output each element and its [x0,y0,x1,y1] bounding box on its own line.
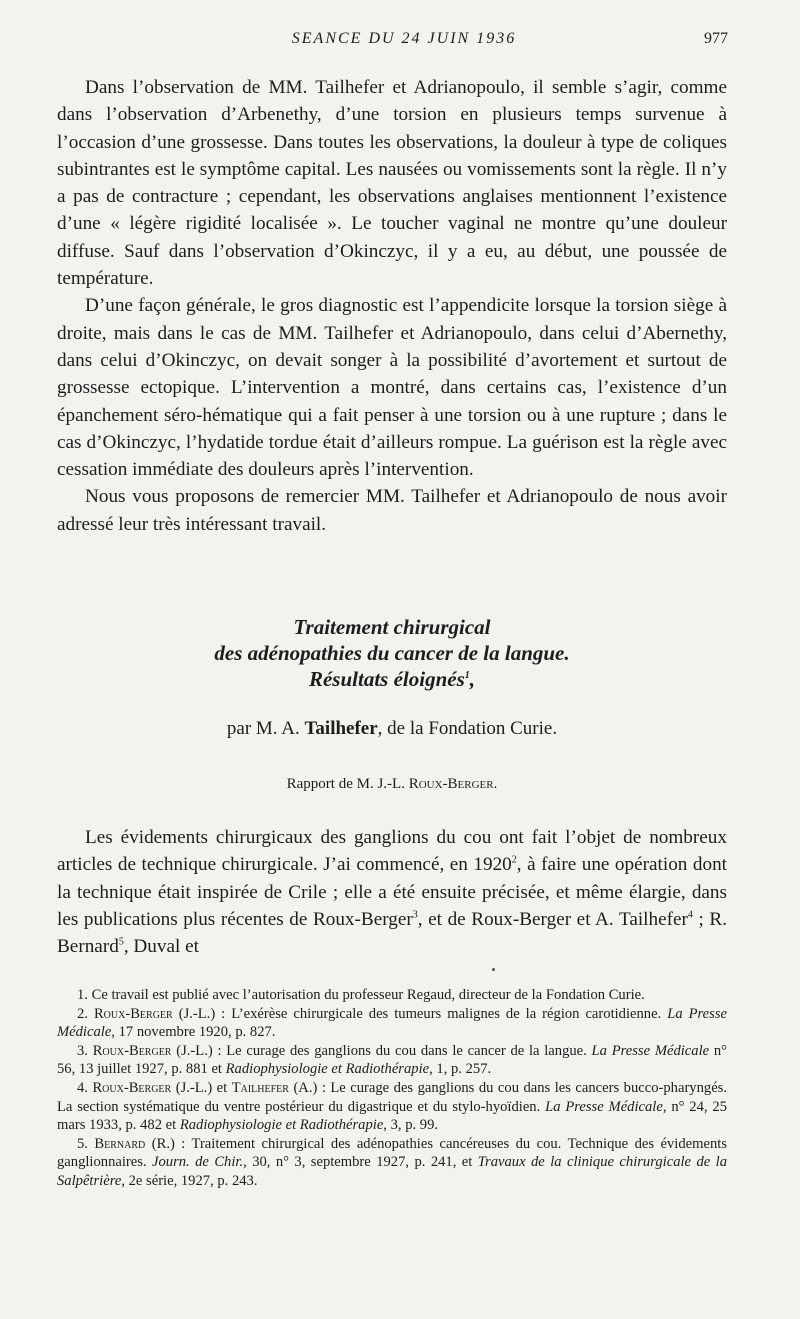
paragraph: Dans l’observation de MM. Tailhefer et Adrianopoulo, il semble s’agir, comme dans l’observation d’Arbenethy, d’une torsion en plusieurs temps survenue à l’occasion d’une grossesse. Dans toutes les observations, la douleur à type de coliques subintrantes est le symptôme capital. Les nausées ou vomissements sont la règle. Il n’y a pas de contracture ; cependant, les observations anglaises mentionnent l’existence d’une « légère rigidité localisée ». Le toucher vaginal ne montre qu’une douleur diffuse. Sauf dans l’observation d’Okinczyc, il y a eu, au début, une poussée de température. [57,77,727,290]
footnotes [57,986,727,1191]
byline-author: Tailhefer [304,718,378,739]
paragraph: D’une façon générale, le gros diagnostic est l’appendicite lorsque la torsion siège à droite, mais dans le cas de MM. Tailhefer et Adrianopoulo, dans celui d’Abernethy, dans celui d’Okinczyc, on devait songer à la possibilité d’avortement et surtout de grossesse ectopique. L’intervention a montré, dans certains cas, l’existence d’un épanchement séro-hématique qui a fait penser à une torsion ou à une rupture ; dans le cas d’Okinczyc, l’hydatide tordue était d’ailleurs rompue. La guérison est la règle avec cessation immédiate des douleurs après l’intervention. [57,295,727,481]
text-run: Les évidements chirurgicaux des ganglions du cou ont fait l’objet de nombreux articles de technique chirurgicale. J’ai commencé, en 1920 [57,827,727,876]
footnote-ref[interactable]: 5 [118,936,124,948]
running-header [80,30,728,48]
journal-title: Travaux de la clinique chirurgicale de la Salpêtrière [57,1154,727,1189]
text-run: (J.-L.) : Le curage des ganglions du cou dans le cancer de la langue. [171,1042,592,1059]
footnote-ref[interactable]: 1 [464,670,470,681]
journal-title: La Presse Médicale [591,1042,710,1059]
text-run: , à faire une opération dont la technique était inspirée de Crile ; elle a été ensuite précisée, et même élargie, dans les publications plus récentes de Roux-Berger [57,854,727,930]
report-prefix: Rapport de M. J.-L. [286,776,409,792]
footnote-author: Roux-Berger [93,1005,173,1022]
footnote-ref[interactable]: 3 [412,909,418,921]
text-run: , 30, n° 3, septembre 1927, p. 241, et [243,1154,478,1171]
title-text: Résultats éloignés [308,667,465,691]
running-title: SEANCE DU 24 JUIN 1936 [291,30,517,47]
article-title [57,614,727,692]
report-line [57,776,727,793]
text-run: , Duval et [123,936,199,958]
text-run: ; R. Bernard [57,908,727,958]
title-line [57,666,727,692]
text-run: n° 56, 13 juillet 1927, p. 881 et [57,1042,727,1078]
article-body [57,824,727,960]
text-run: , et de Roux-Berger et A. Tailhefer [417,908,688,930]
divider-dot [492,968,495,971]
footnote [57,1135,727,1191]
footnote-number: 3. [77,1042,93,1059]
title-line: des adénopathies du cancer de la langue. [214,641,570,665]
footnote [57,1005,727,1042]
text-run: (J.-L.) : L’exérèse chirurgicale des tumeurs malignes de la région carotidienne. [172,1005,668,1022]
footnote [57,1042,727,1079]
title-line: Traitement chirurgical [293,615,491,639]
journal-title: La Presse Médicale [57,1005,727,1041]
text-run: , 3, p. 99. [383,1117,439,1134]
text-run: , 1, p. 257. [429,1061,492,1078]
text-run: (J.-L.) et [171,1079,232,1096]
journal-title: Journ. de Chir. [152,1154,244,1171]
footnote-number: 5. [77,1135,95,1152]
text-run: , 17 novembre 1920, p. 827. [111,1024,276,1041]
footnote-author: Roux-Berger [92,1079,172,1096]
page-number: 977 [704,30,728,47]
report-punct: . [493,776,498,792]
intro-section [57,74,727,538]
footnote-author: Bernard [94,1135,146,1152]
text-run: (R.) : Traitement chirurgical des adénopathies cancéreuses du cou. Technique des évidements ganglionnaires. [57,1135,727,1171]
report-author: Roux-Berger [408,776,494,792]
footnote: 1. Ce travail est publié avec l’autorisation du professeur Regaud, directeur de la Fondation Curie. [77,987,645,1003]
journal-title: Radiophysiologie et Radiothérapie [179,1117,384,1134]
paragraph [57,824,727,960]
footnote-number: 4. [77,1079,93,1096]
paragraph: Nous vous proposons de remercier MM. Tailhefer et Adrianopoulo de nous avoir adressé leur très intéressant travail. [57,486,727,535]
byline-prefix: par M. A. [226,718,305,739]
journal-title: Radiophysiologie et Radiothérapie [225,1061,430,1078]
text-run: , 2e série, 1927, p. 243. [121,1172,258,1189]
journal-title: La Presse Médicale [545,1098,663,1115]
byline-affiliation: , de la Fondation Curie. [377,718,558,739]
footnote [57,1079,727,1135]
footnote-author: Roux-Berger [92,1042,172,1059]
footnote-ref[interactable]: 2 [511,854,517,866]
text-run: , n° 24, 25 mars 1933, p. 482 et [57,1098,727,1134]
byline [57,718,727,740]
title-punct: , [469,667,476,691]
footnote-ref[interactable]: 4 [687,909,693,921]
footnote-author: Tailhefer [231,1079,289,1096]
footnote-number: 2. [77,1005,94,1022]
text-run: (A.) : Le curage des ganglions du cou dans les cancers bucco-pharyngés. La section systématique du ventre postérieur du digastrique et du stylo-hyoïdien. [57,1079,727,1115]
